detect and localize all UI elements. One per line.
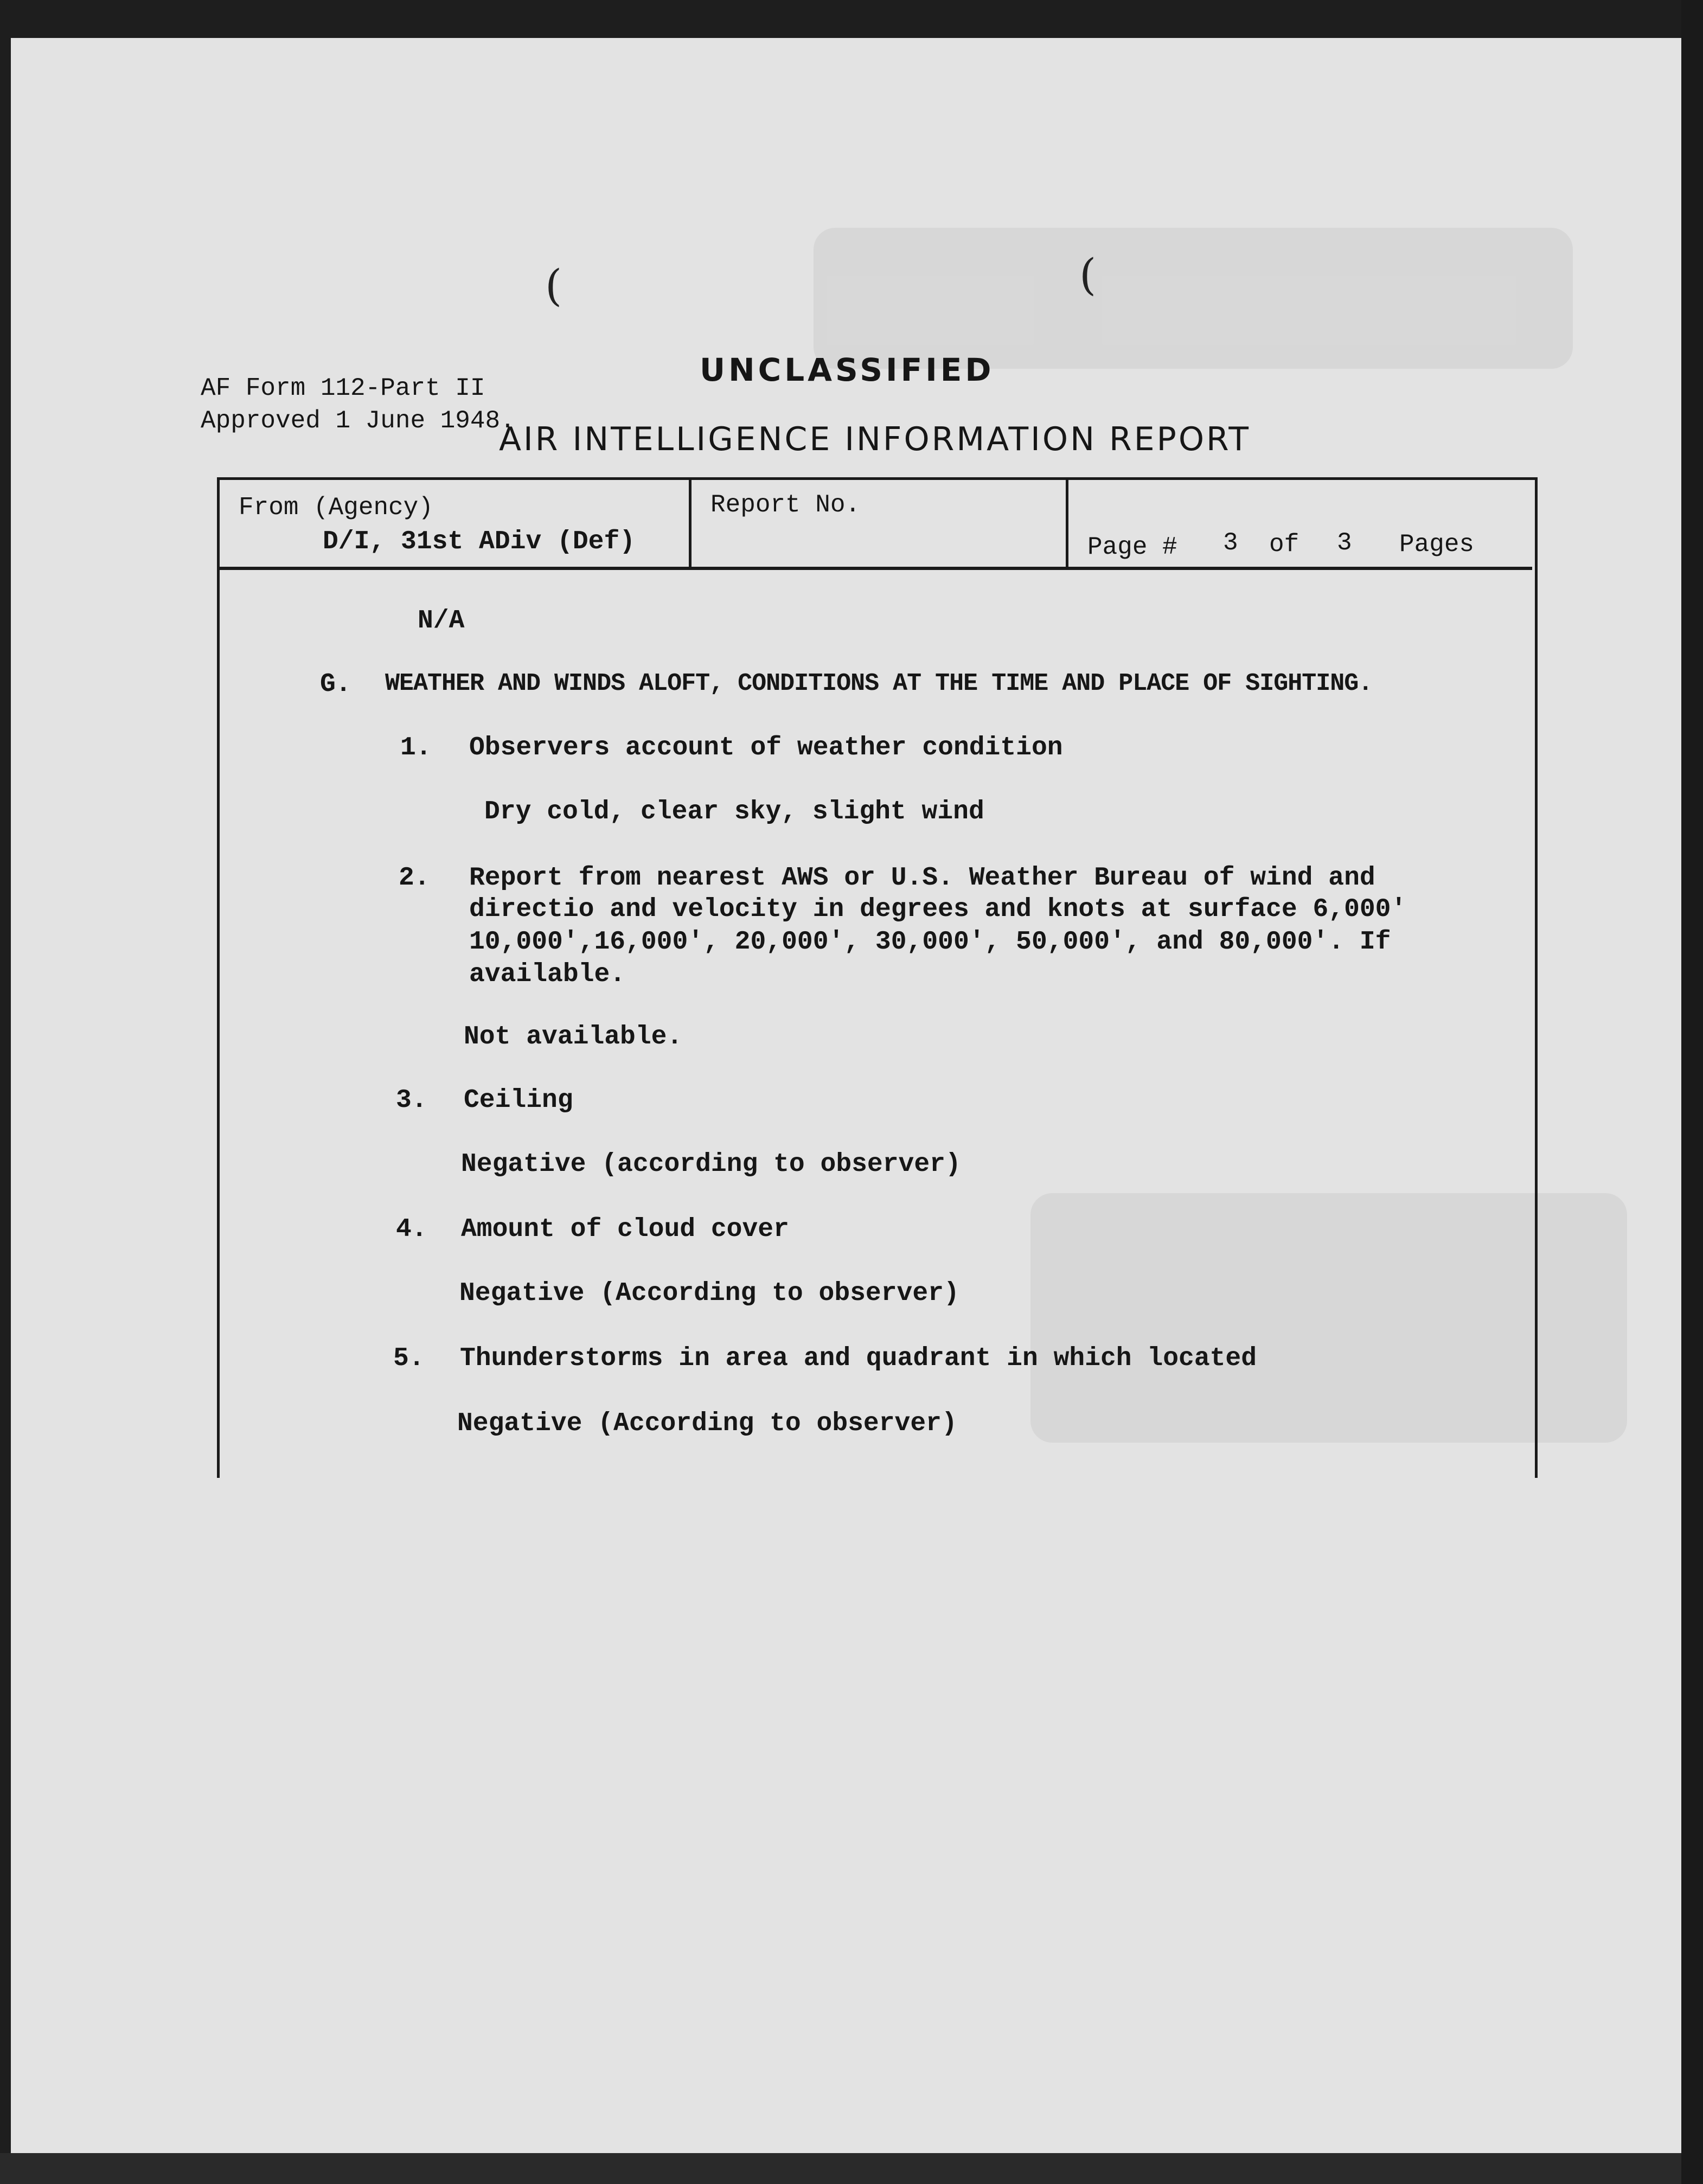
item-number: 3. [396, 1086, 427, 1115]
item-number: 2. [399, 863, 430, 893]
item-question-line: directio and velocity in degrees and knots at surface 6,000' [469, 895, 1407, 924]
bleed-through-smudge [814, 228, 1573, 369]
form-id-line1: AF Form 112-Part II [201, 374, 485, 402]
item-question-line: Amount of cloud cover [461, 1215, 789, 1244]
section-g-title: WEATHER AND WINDS ALOFT, CONDITIONS AT THE TIME AND PLACE OF SIGHTING. [385, 670, 1373, 697]
item-answer: Negative (According to observer) [457, 1409, 957, 1438]
item-number: 1. [400, 733, 432, 763]
paper-clip-mark-right: ( [1079, 249, 1097, 300]
header-divider [217, 567, 1532, 570]
section-g-label: G. [320, 670, 351, 699]
item-question-line: Thunderstorms in area and quadrant in which located [460, 1344, 1257, 1373]
item-answer: Negative (according to observer) [461, 1150, 961, 1179]
of-label: of [1269, 530, 1299, 559]
item-answer: Negative (According to observer) [459, 1279, 959, 1308]
scan-border-bottom [0, 2153, 1703, 2184]
classification-stamp: UNCLASSIFIED [700, 351, 995, 388]
item-number: 5. [393, 1344, 425, 1373]
report-title: AIR INTELLIGENCE INFORMATION REPORT [499, 420, 1251, 458]
report-no-label: Report No. [710, 491, 861, 519]
item-number: 4. [396, 1215, 427, 1244]
scan-border-top [0, 0, 1703, 38]
item-question-line: available. [469, 960, 626, 989]
report-form-frame [217, 477, 1538, 1478]
item-question-line: Report from nearest AWS or U.S. Weather Bureau of wind and [469, 863, 1375, 893]
item-question-line: Observers account of weather condition [469, 733, 1063, 763]
header-column-divider-2 [1066, 480, 1068, 568]
from-agency-label: From (Agency) [239, 494, 433, 522]
item-answer: Dry cold, clear sky, slight wind [484, 797, 984, 827]
page-label: Page # [1087, 533, 1177, 561]
item-question-line: 10,000',16,000', 20,000', 30,000', 50,000', and 80,000'. If [469, 927, 1391, 957]
scan-border-right [1681, 0, 1703, 2184]
header-column-divider-1 [689, 480, 692, 568]
na-note: N/A [418, 606, 465, 636]
item-question-line: Ceiling [464, 1086, 573, 1115]
form-id-line2: Approved 1 June 1948. [201, 407, 515, 435]
item-answer: Not available. [464, 1022, 683, 1052]
from-agency-value: D/I, 31st ADiv (Def) [323, 527, 636, 556]
page-number: 3 [1223, 529, 1238, 557]
paper-clip-mark-left: ( [545, 260, 562, 311]
page-total: 3 [1337, 529, 1352, 557]
pages-label: Pages [1399, 530, 1475, 559]
